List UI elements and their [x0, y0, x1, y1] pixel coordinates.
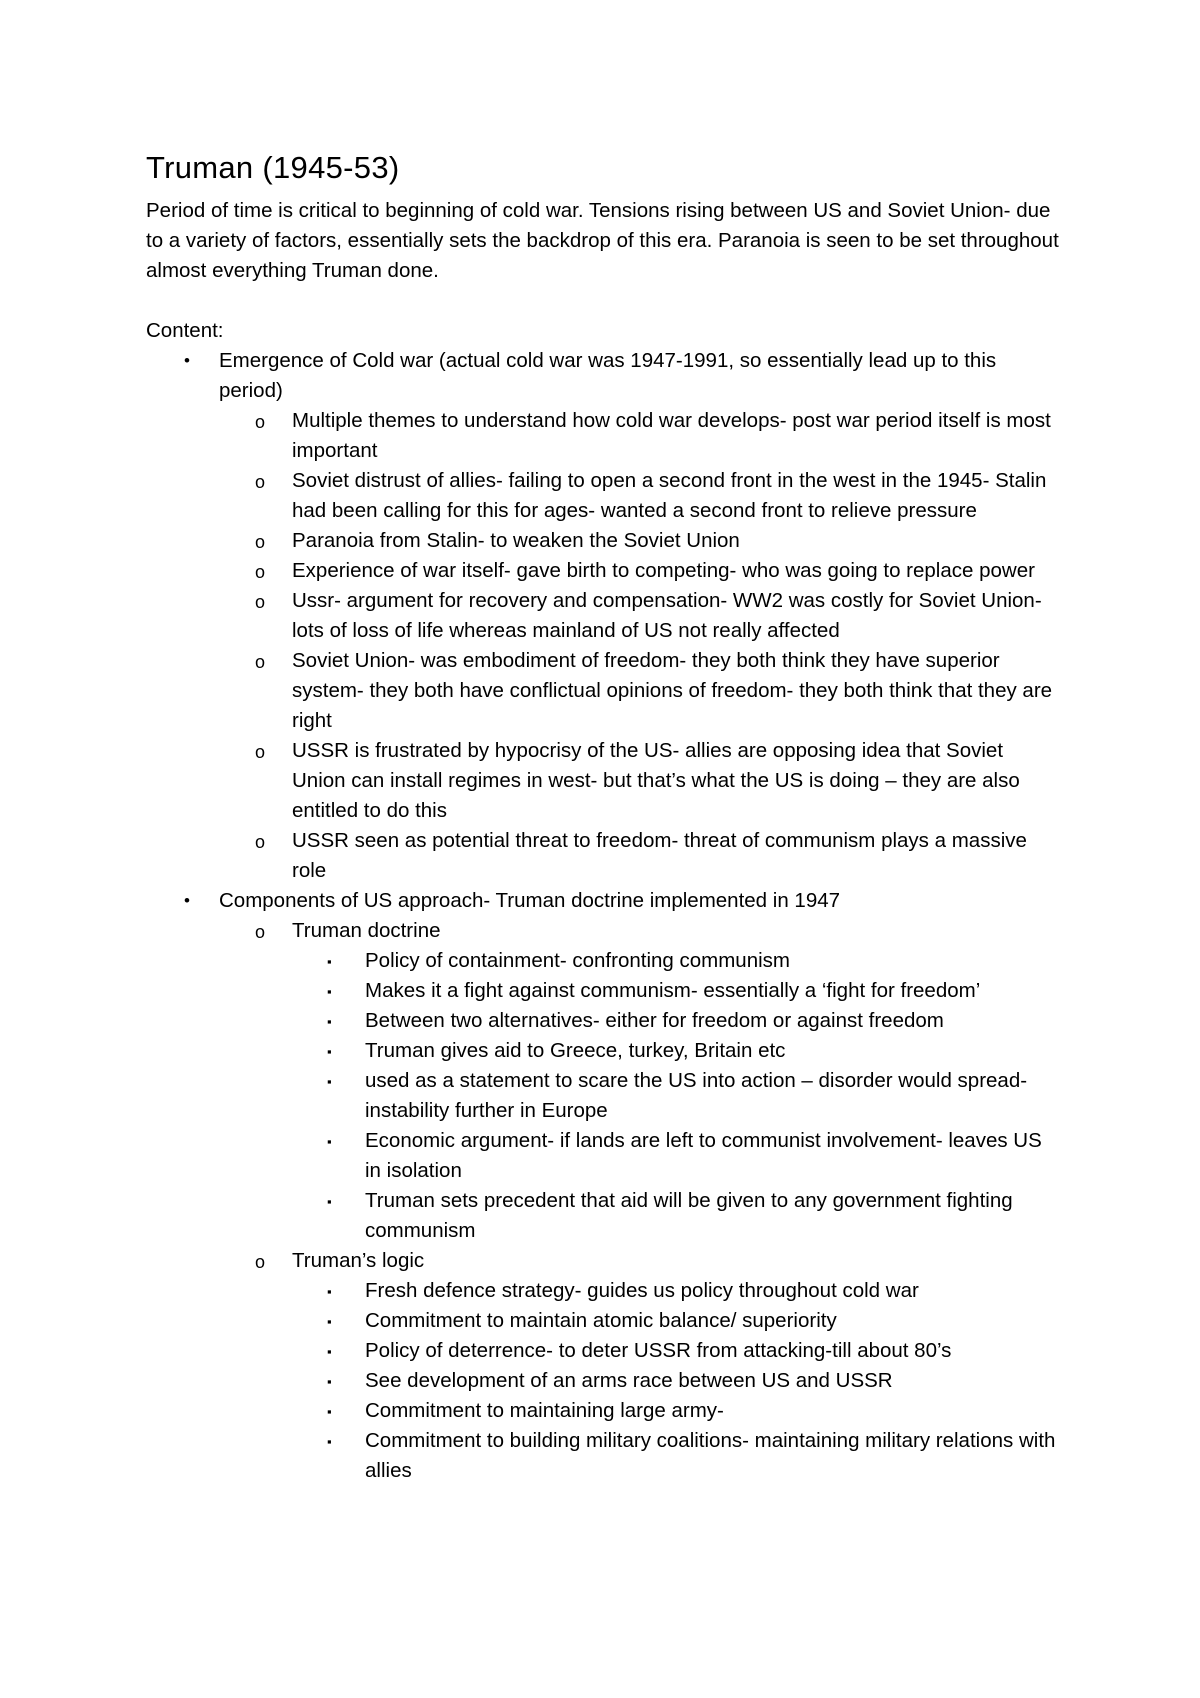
circle-bullet-icon: o — [255, 651, 266, 672]
outline-item-level3 — [292, 946, 1060, 976]
outline-item-level3 — [292, 1396, 1060, 1426]
circle-bullet-icon: o — [255, 591, 266, 612]
content-outline — [146, 346, 1060, 1486]
bullet-icon: • — [184, 350, 190, 370]
outline-item-text: Economic argument- if lands are left to communist involvement- leaves US in isolation — [365, 1128, 1042, 1182]
circle-bullet-icon: o — [255, 831, 266, 852]
outline-item-level2 — [219, 1246, 1060, 1486]
outline-item-level2 — [219, 736, 1060, 826]
circle-bullet-icon: o — [255, 531, 266, 552]
outline-item-level3 — [292, 1306, 1060, 1336]
outline-item-level2 — [219, 826, 1060, 886]
outline-item-level3 — [292, 1426, 1060, 1486]
outline-item-text: Experience of war itself- gave birth to competing- who was going to replace power — [292, 558, 1035, 582]
outline-item-text: Fresh defence strategy- guides us policy throughout cold war — [365, 1278, 919, 1302]
outline-item-text: See development of an arms race between US and USSR — [365, 1368, 893, 1392]
outline-item-text: Truman’s logic — [292, 1248, 425, 1272]
outline-item-text: Soviet Union- was embodiment of freedom- they both think they have superior system- they both have conflictual opinions of freedom- they both think that they are right — [292, 648, 1053, 732]
circle-bullet-icon: o — [255, 561, 266, 582]
outline-item-text: Emergence of Cold war (actual cold war was 1947-1991, so essentially lead up to this period) — [219, 348, 997, 402]
outline-item-text: Between two alternatives- either for freedom or against freedom — [365, 1008, 944, 1032]
outline-item-level3 — [292, 1336, 1060, 1366]
square-bullet-icon: ▪ — [327, 1433, 332, 1449]
square-bullet-icon: ▪ — [327, 1403, 332, 1419]
outline-item-level2 — [219, 586, 1060, 646]
circle-bullet-icon: o — [255, 741, 266, 762]
outline-item-level3 — [292, 1126, 1060, 1186]
outline-item-text: USSR seen as potential threat to freedom- threat of communism plays a massive role — [292, 828, 1027, 882]
square-bullet-icon: ▪ — [327, 1013, 332, 1029]
circle-bullet-icon: o — [255, 921, 266, 942]
square-bullet-icon: ▪ — [327, 1073, 332, 1089]
outline-item-text: Multiple themes to understand how cold war develops- post war period itself is most important — [292, 408, 1051, 462]
outline-item-level1 — [146, 886, 1060, 1486]
outline-item-level2 — [219, 556, 1060, 586]
outline-item-text: Commitment to building military coalitions- maintaining military relations with allies — [365, 1428, 1056, 1482]
outline-item-level2 — [219, 466, 1060, 526]
square-bullet-icon: ▪ — [327, 1283, 332, 1299]
square-bullet-icon: ▪ — [327, 1373, 332, 1389]
outline-item-text: used as a statement to scare the US into action – disorder would spread- instability further in Europe — [365, 1068, 1028, 1122]
outline-item-text: Commitment to maintaining large army- — [365, 1398, 724, 1422]
outline-item-level3 — [292, 1006, 1060, 1036]
circle-bullet-icon: o — [255, 471, 266, 492]
square-bullet-icon: ▪ — [327, 953, 332, 969]
circle-bullet-icon: o — [255, 411, 266, 432]
outline-item-level2 — [219, 916, 1060, 1246]
sub-outline — [219, 916, 1060, 1486]
outline-item-level3 — [292, 976, 1060, 1006]
outline-item-text: Commitment to maintain atomic balance/ superiority — [365, 1308, 837, 1332]
outline-item-text: Truman gives aid to Greece, turkey, Britain etc — [365, 1038, 786, 1062]
bullet-icon: • — [184, 890, 190, 910]
outline-item-text: Makes it a fight against communism- essentially a ‘fight for freedom’ — [365, 978, 981, 1002]
outline-item-text: Soviet distrust of allies- failing to open a second front in the west in the 1945- Stalin had been calling for this for ages- wanted a second front to relieve pressure — [292, 468, 1047, 522]
blank-line — [146, 286, 1060, 316]
outline-item-text: Policy of containment- confronting communism — [365, 948, 790, 972]
outline-item-level2 — [219, 406, 1060, 466]
square-bullet-icon: ▪ — [327, 1343, 332, 1359]
square-bullet-icon: ▪ — [327, 1133, 332, 1149]
intro-paragraph: Period of time is critical to beginning of cold war. Tensions rising between US and Soviet Union- due to a variety of factors, essentially sets the backdrop of this era. Paranoia is seen to be set throughout almost everything Truman done. — [146, 198, 1059, 282]
outline-item-text: Truman doctrine — [292, 918, 441, 942]
outline-item-text: Paranoia from Stalin- to weaken the Soviet Union — [292, 528, 740, 552]
outline-item-text: Policy of deterrence- to deter USSR from attacking-till about 80’s — [365, 1338, 952, 1362]
square-bullet-icon: ▪ — [327, 1193, 332, 1209]
outline-item-level1 — [146, 346, 1060, 886]
square-bullet-icon: ▪ — [327, 983, 332, 999]
outline-item-text: Ussr- argument for recovery and compensation- WW2 was costly for Soviet Union- lots of loss of life whereas mainland of US not really affected — [292, 588, 1042, 642]
outline-item-text: Components of US approach- Truman doctrine implemented in 1947 — [219, 888, 841, 912]
outline-item-level3 — [292, 1366, 1060, 1396]
outline-item-level2 — [219, 646, 1060, 736]
outline-item-level3 — [292, 1186, 1060, 1246]
sub-outline — [219, 406, 1060, 886]
sub-sub-outline — [292, 1276, 1060, 1486]
content-label: Content: — [146, 318, 224, 342]
circle-bullet-icon: o — [255, 1251, 266, 1272]
outline-item-level2 — [219, 526, 1060, 556]
outline-item-text: Truman sets precedent that aid will be given to any government fighting communism — [365, 1188, 1013, 1242]
outline-item-level3 — [292, 1276, 1060, 1306]
square-bullet-icon: ▪ — [327, 1313, 332, 1329]
outline-item-text: USSR is frustrated by hypocrisy of the US- allies are opposing idea that Soviet Union can install regimes in west- but that’s what the US is doing – they are also entitled to do this — [292, 738, 1020, 822]
page-title: Truman (1945-53) — [146, 150, 400, 185]
sub-sub-outline — [292, 946, 1060, 1246]
square-bullet-icon: ▪ — [327, 1043, 332, 1059]
outline-item-level3 — [292, 1066, 1060, 1126]
outline-item-level3 — [292, 1036, 1060, 1066]
